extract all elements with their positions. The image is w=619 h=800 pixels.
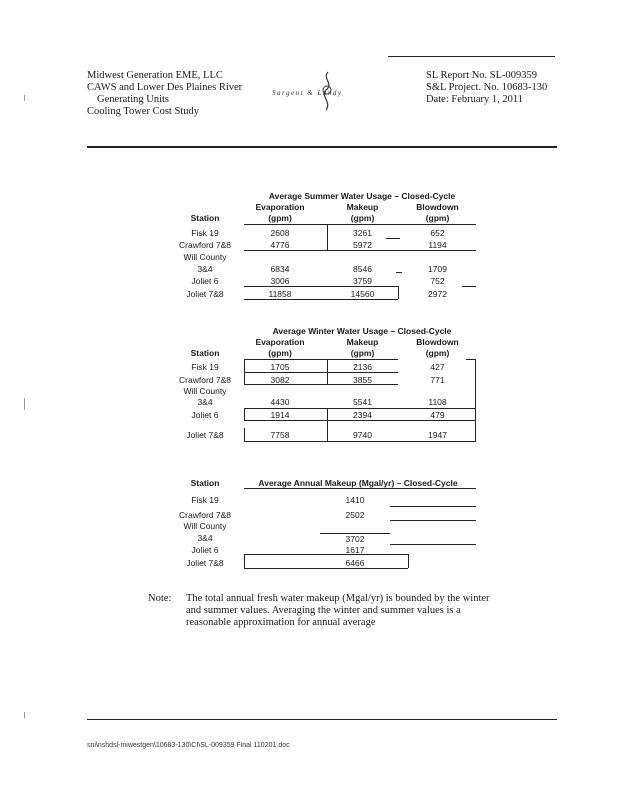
table-row-station: Joliet 7&8	[186, 289, 224, 299]
table-cell: 3759	[353, 276, 372, 286]
table-row-station-2: 3&4	[197, 533, 213, 543]
table-cell: 479	[430, 410, 445, 420]
table-cell: 11858	[268, 289, 292, 299]
table-row-station: Fisk 19	[191, 228, 219, 238]
annual-header-station: Station	[190, 478, 220, 488]
table-row-station: Will County	[183, 386, 227, 396]
company-name: Midwest Generation EME, LLC	[87, 70, 223, 81]
table-row-station: Fisk 19	[191, 362, 219, 372]
winter-header-blowdown: Blowdown	[416, 337, 459, 347]
footer-file-path: sni\nshdsl-miwestgen\10683-130\CI\SL-009359 Final 110201.doc	[87, 742, 290, 749]
winter-header-makeup: Makeup	[346, 337, 379, 347]
summer-header-makeup: Makeup	[346, 202, 379, 212]
summer-header-evap: Evaporation	[255, 202, 305, 212]
table-cell: 1947	[428, 430, 447, 440]
table-cell: 1709	[428, 264, 447, 274]
winter-header-evap: Evaporation	[255, 337, 305, 347]
project-number: S&L Project. No. 10683-130	[426, 82, 548, 93]
table-row-station: Joliet 7&8	[186, 430, 224, 440]
table-cell: 1194	[428, 240, 447, 250]
table-cell: 752	[430, 276, 445, 286]
table-cell: 9740	[353, 430, 372, 440]
table-cell: 3855	[353, 375, 372, 385]
winter-header-blowdown-unit: (gpm)	[425, 348, 450, 358]
table-row-station-2: 3&4	[197, 264, 213, 274]
winter-header-station: Station	[190, 348, 220, 358]
logo-text: Sargent & Lundy	[272, 89, 343, 97]
table-cell: 3702	[345, 534, 365, 544]
table-cell: 771	[430, 375, 445, 385]
table-row-station: Joliet 7&8	[186, 558, 224, 568]
table-row-station: Crawford 7&8	[179, 510, 231, 520]
table-row-station: Joliet 6	[191, 545, 219, 555]
report-date: Date: February 1, 2011	[426, 94, 524, 105]
table-cell: 8546	[353, 264, 372, 274]
summer-header-station: Station	[190, 213, 220, 223]
summer-header-blowdown-unit: (gpm)	[425, 213, 450, 223]
winter-header-evap-unit: (gpm)	[268, 348, 292, 358]
table-row-station: Fisk 19	[191, 495, 219, 505]
table-cell: 6834	[270, 264, 290, 274]
report-number: SL Report No. SL-009359	[426, 70, 538, 81]
table-cell: 2502	[345, 510, 365, 520]
table-cell: 1108	[428, 397, 447, 407]
table-row-station-2: 3&4	[197, 397, 213, 407]
table-cell: 4776	[270, 240, 290, 250]
table-cell: 2972	[428, 289, 447, 299]
table-cell: 2608	[270, 228, 290, 238]
table-cell: 4430	[270, 397, 290, 407]
table-cell: 3261	[353, 228, 372, 238]
table-row-station: Will County	[183, 252, 227, 262]
note-line-2: and summer values. Averaging the winter and summer values is a	[186, 605, 461, 616]
table-row-station: Joliet 6	[191, 410, 219, 420]
table-cell: 14560	[350, 289, 375, 299]
winter-header-makeup-unit: (gpm)	[350, 348, 375, 358]
table-cell: 5972	[353, 240, 372, 250]
note-line-3: reasonable approximation for annual average	[186, 617, 376, 628]
table-cell: 3006	[270, 276, 290, 286]
table-cell: 5541	[353, 397, 372, 407]
footer-divider	[87, 719, 557, 720]
table-cell: 3082	[270, 375, 290, 385]
table-cell: 1617	[345, 545, 365, 555]
table-cell: 427	[430, 362, 445, 372]
table-cell: 7758	[270, 430, 290, 440]
table-cell: 1410	[345, 495, 365, 505]
table-row-station: Crawford 7&8	[179, 375, 231, 385]
table-cell: 2394	[353, 410, 372, 420]
company-logo	[270, 68, 390, 114]
annual-title: Average Annual Makeup (Mgal/yr) – Closed-Cycle	[258, 478, 458, 488]
project-line-2: Generating Units	[97, 94, 170, 105]
table-row-station: Crawford 7&8	[179, 240, 231, 250]
table-cell: 2136	[353, 362, 372, 372]
summer-title: Average Summer Water Usage – Closed-Cycle	[268, 191, 456, 201]
table-row-station: Joliet 6	[191, 276, 219, 286]
table-cell: 1705	[270, 362, 290, 372]
table-cell: 6466	[345, 558, 365, 568]
summer-header-blowdown: Blowdown	[416, 202, 459, 212]
table-cell: 1914	[270, 410, 290, 420]
table-cell: 652	[430, 228, 445, 238]
note-line-1: The total annual fresh water makeup (Mgal/yr) is bounded by the winter	[186, 593, 490, 604]
summer-header-evap-unit: (gpm)	[268, 213, 292, 223]
winter-title: Average Winter Water Usage – Closed-Cycle	[272, 326, 452, 336]
header-divider	[87, 146, 557, 148]
project-line-3: Cooling Tower Cost Study	[87, 106, 199, 117]
summer-header-makeup-unit: (gpm)	[350, 213, 375, 223]
project-line-1: CAWS and Lower Des Plaines River	[87, 82, 243, 93]
table-row-station: Will County	[183, 521, 227, 531]
note-label: Note:	[148, 593, 172, 604]
